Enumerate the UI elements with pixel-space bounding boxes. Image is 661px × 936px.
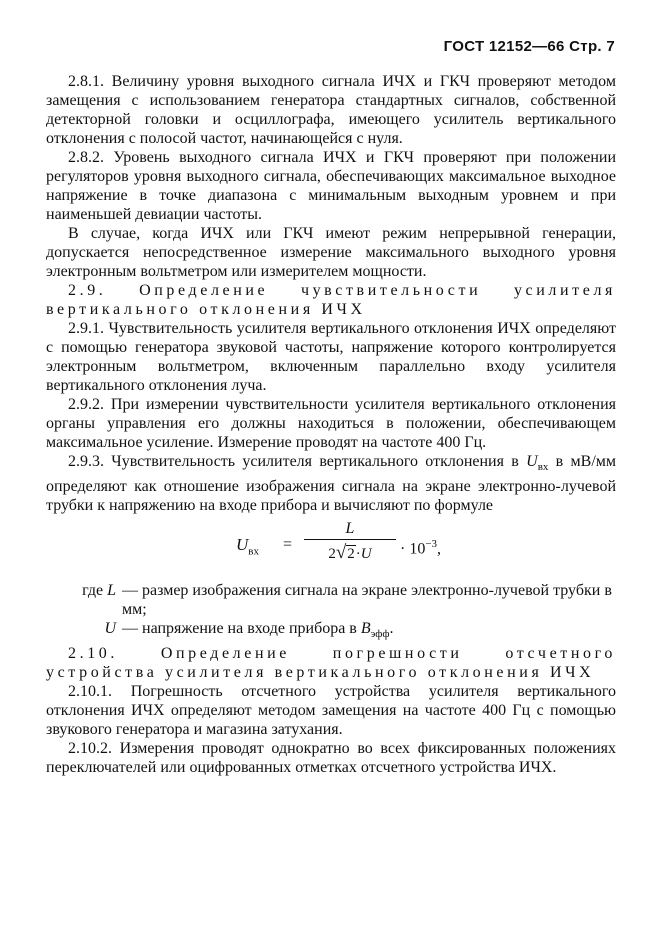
formula-fraction	[304, 519, 396, 564]
definition-l-text: — размер изображения сигнала на экране электронно-лучевой трубки в мм;	[122, 582, 612, 619]
definition-u-text	[122, 619, 616, 644]
formula-multiplier	[400, 535, 441, 558]
where-word: где	[82, 582, 104, 600]
formula-numerator: L	[345, 520, 355, 538]
paragraph-2-9-2: 2.9.2. При измерении чувствительности усилителя вертикального отклонения органы управления его должны находиться в положении, обеспечивающем максимальное усиление. Измерение проводят на частоте 400 Гц.	[46, 396, 616, 451]
paragraph-2-9-1: 2.9.1. Чувствительность усилителя вертикального отклонения ИЧХ определяют с помощью генератора звуковой частоты, напряжение которого контролируется электронным вольтметром, включенным параллельно входу усилителя вертикального отклонения луча.	[46, 320, 616, 394]
formula-definitions	[46, 581, 616, 644]
formula-equals: =	[283, 536, 293, 554]
formula-exponent: −3	[425, 538, 438, 551]
paragraph-2-9-3	[46, 452, 616, 515]
denominator-variable: U	[360, 546, 372, 563]
sqrt-icon: √	[335, 542, 347, 564]
paragraph-2-9-3-end: в мВ/мм определяют как отношение изображения сигнала на экране электронно-лучевой трубки к напряжению на входе прибора и вычисляют по формуле	[46, 453, 617, 515]
definition-u-unit-sub: эфф	[370, 628, 390, 641]
definition-l-symbol: L	[107, 582, 116, 600]
sensitivity-formula	[46, 519, 616, 579]
denominator-coefficient: 2	[328, 546, 336, 563]
denominator-radicand: 2	[347, 546, 355, 563]
paragraph-2-9-3-start: 2.9.3. Чувствительность усилителя вертикального отклонения в	[68, 453, 519, 470]
formula-lhs-symbol: U	[236, 535, 249, 555]
formula-denominator	[304, 540, 396, 564]
denominator-dot: ·	[355, 546, 361, 563]
definition-l	[46, 581, 616, 619]
paragraph-2-8-1: 2.8.1. Величину уровня выходного сигнала ИЧХ и ГКЧ проверяют методом замещения с использованием генератора стандартных сигналов, собственной детекторной головки и осциллографа, имеющего усилитель вертикального отклонения с полосой частот, начинающейся с нуля.	[46, 73, 616, 147]
document-body	[46, 72, 616, 777]
definition-u-lead	[46, 619, 122, 644]
formula-comma: ,	[437, 540, 442, 558]
paragraph-2-10-1: 2.10.1. Погрешность отсчетного устройства усилителя вертикального отклонения ИЧХ определяют методом замещения на частоте 400 Гц с помощью звукового генератора и магазина затухания.	[46, 683, 616, 739]
subscript-vx: вх	[537, 461, 549, 474]
formula-lhs	[236, 535, 259, 561]
formula-multiplier-base: · 10	[400, 540, 426, 558]
definition-u-text-start: — напряжение на входе прибора в	[122, 620, 357, 638]
page-header: ГОСТ 12152—66 Стр. 7	[443, 38, 615, 55]
symbol-u-input	[526, 453, 538, 470]
section-heading-2-9: 2.9. Определение чувствительности усилителя вертикального отклонения ИЧХ	[46, 282, 616, 318]
paragraph-2-8-2: 2.8.2. Уровень выходного сигнала ИЧХ и ГКЧ проверяют при положении регуляторов уровня выходного сигнала, обеспечивающих максимальное выходное напряжение в точке диапазона с минимальным выходным уровнем и при наименьшей девиации частоты.	[46, 149, 616, 223]
definition-u	[46, 619, 616, 644]
symbol-u: U	[526, 453, 538, 470]
formula-lhs-subscript: вх	[248, 545, 259, 558]
definition-l-lead	[46, 581, 122, 619]
definition-u-unit: В	[360, 620, 371, 638]
definition-u-period: .	[389, 620, 394, 638]
definition-u-symbol: U	[104, 620, 116, 638]
paragraph-2-10-2: 2.10.2. Измерения проводят однократно во всех фиксированных положениях переключателей или оцифрованных отметках отсчетного устройства ИЧХ.	[46, 740, 616, 777]
section-heading-2-10: 2.10. Определение погрешности отсчетного устройства усилителя вертикального отклонения ИЧХ	[46, 645, 616, 682]
paragraph-continuous-generation: В случае, когда ИЧХ или ГКЧ имеют режим непрерывной генерации, допускается непосредственное измерение максимального выходного уровня электронным вольтметром или измерителем мощности.	[46, 225, 616, 280]
